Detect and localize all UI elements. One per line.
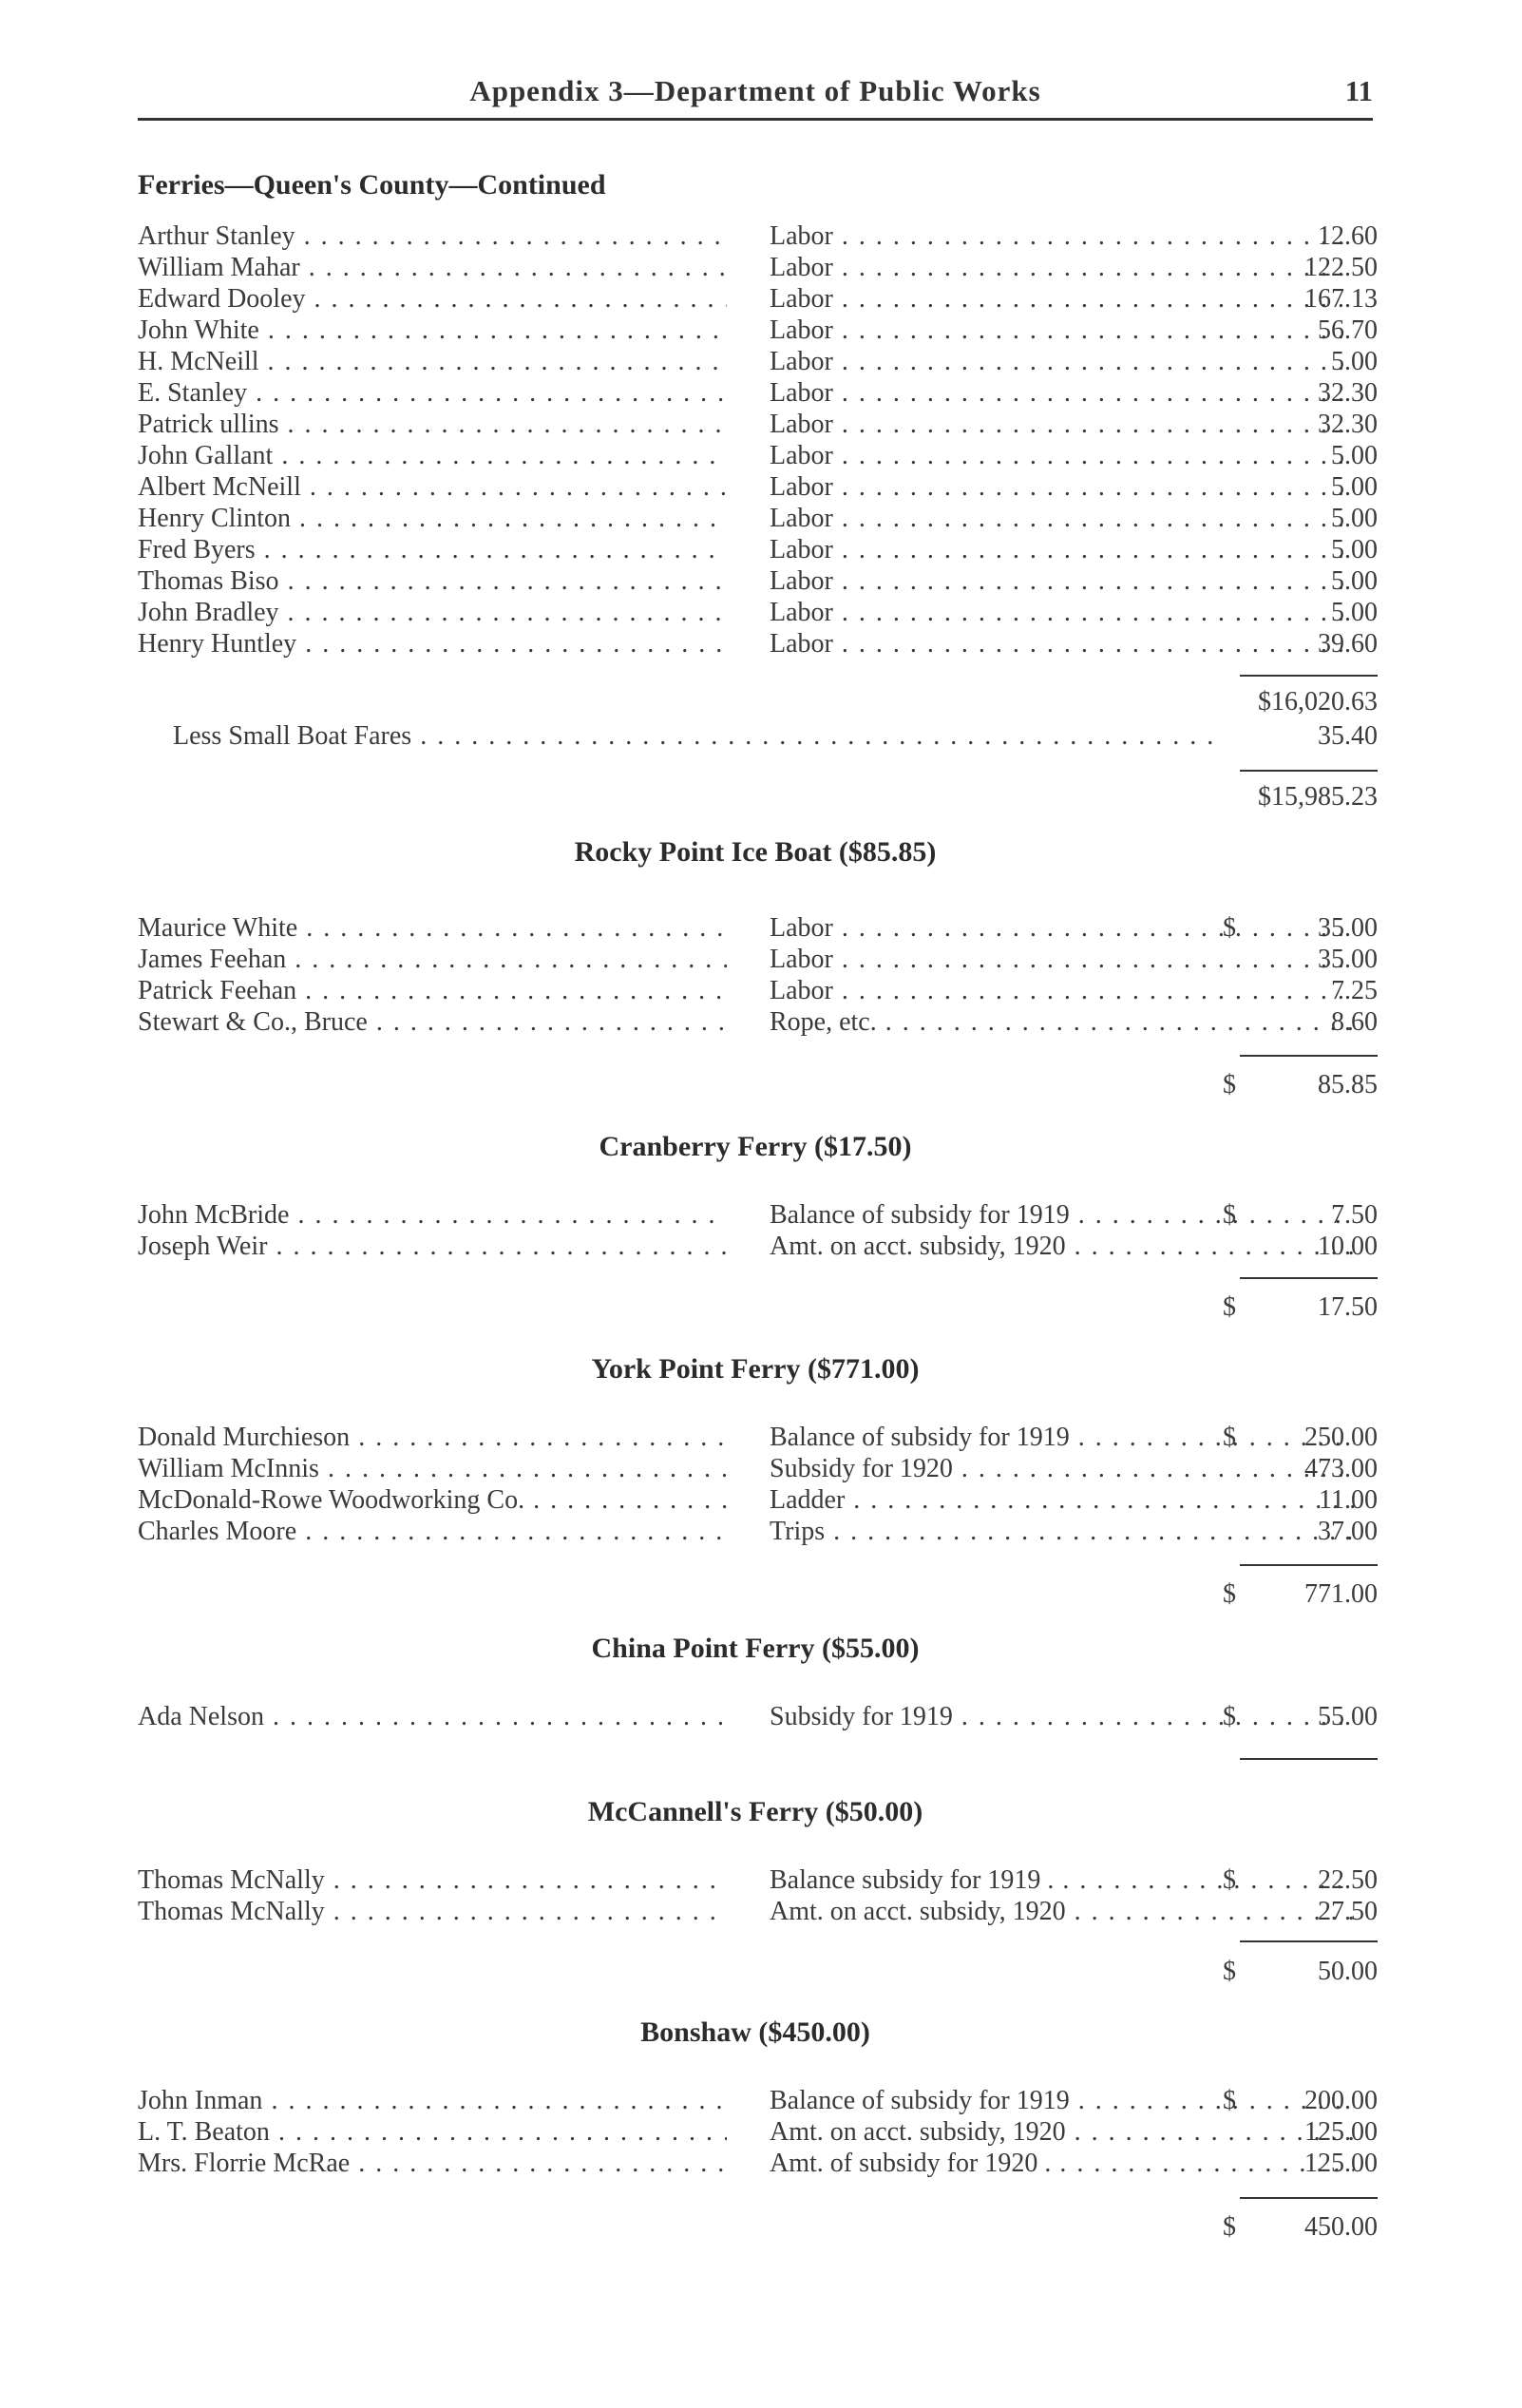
section-total [138,2211,1378,2244]
row-description: Labor . . . [770,534,1354,566]
leader-dots [286,945,727,974]
table-row [138,912,1378,945]
table-row [138,1896,1378,1928]
dollar-sign: $ [1223,1579,1236,1609]
section-title: Bonshaw ($450.00) [640,2016,870,2048]
total-rule [1240,1758,1378,1760]
leader-dots [270,2117,727,2147]
row-amount: 39.60 [1318,629,1378,659]
row-description: Trips . . . [770,1516,1354,1548]
row-name: Thomas Biso . . . [138,565,727,598]
row-name: Albert McNeill . . . [138,471,727,504]
table-row [138,1199,1378,1232]
row-name: Charles Moore . . . [138,1516,727,1548]
leader-dots [350,1423,727,1452]
row-amount: 5.00 [1331,472,1378,502]
dollar-sign: $ [1223,1423,1236,1452]
section-title-continued: Ferries—Queen's County—Continued [138,169,606,201]
row-amount: 11.00 [1319,1485,1378,1515]
row-description: Amt. on acct. subsidy, 1920 . . . [770,2116,1354,2149]
row-name: Edward Dooley . . . [138,283,727,315]
row-name: John Gallant . . . [138,440,727,472]
leader-dots [296,629,727,659]
total-amount: 450.00 [1304,2212,1378,2242]
row-amount: 12.60 [1318,221,1378,251]
leader-dots [296,976,727,1005]
row-name: Henry Huntley . . . [138,628,727,660]
row-description: Labor . . . [770,315,1354,347]
row-name: Mrs. Florrie McRae . . . [138,2148,727,2180]
leader-dots [289,1200,727,1230]
row-description: Ladder . . . [770,1484,1354,1517]
row-amount: 167.13 [1304,284,1378,314]
dollar-sign: $ [1223,1865,1236,1895]
table-row [138,1453,1378,1485]
section-title: York Point Ferry ($771.00) [591,1353,920,1385]
total-amount: 50.00 [1318,1957,1378,1986]
total-rule [1240,1564,1378,1566]
row-description: Balance subsidy for 1919 . . . . [770,1864,1354,1897]
dollar-sign: $ [1223,1292,1236,1322]
row-amount: 125.00 [1304,2117,1378,2147]
less-amount: 35.40 [1318,721,1378,751]
row-name: E. Stanley . . . [138,377,727,410]
row-description: Labor . . . [770,471,1354,504]
table-row [138,1006,1378,1039]
row-name: James Feehan . . . [138,944,727,976]
row-amount: 5.00 [1331,598,1378,627]
row-amount: 27.50 [1318,1897,1378,1926]
page-number: 11 [1344,74,1373,107]
row-amount: 37.00 [1318,1517,1378,1546]
section-total [138,1578,1378,1611]
row-name: Maurice White . . . [138,912,727,945]
row-description: Subsidy for 1920 . . . [770,1453,1354,1485]
header-title: Appendix 3—Department of Public Works [469,74,1041,107]
row-amount: 56.70 [1318,315,1378,345]
row-description: Amt. on acct. subsidy, 1920 . . . [770,1231,1354,1263]
row-amount: 32.30 [1318,410,1378,439]
row-description: Amt. on acct. subsidy, 1920 . . . [770,1896,1354,1928]
row-description: Labor . . . [770,377,1354,410]
row-description: Labor . . . [770,944,1354,976]
table-row [138,377,1378,410]
row-description: Labor . . . [770,409,1354,441]
row-name: Stewart & Co., Bruce . . . [138,1006,727,1039]
table-row [138,471,1378,504]
leader-dots [325,1865,727,1895]
row-amount: 55.00 [1318,1702,1378,1731]
row-description: Rope, etc. . . . [770,1006,1354,1039]
row-name: John Inman . . . [138,2085,727,2117]
total-rule [1240,1055,1378,1057]
row-description: Balance of subsidy for 1919 . . . [770,2085,1354,2117]
table-row [138,944,1378,976]
leader-dots [279,598,727,627]
leader-dots [279,410,727,439]
table-row [138,1231,1378,1263]
leader-dots [279,566,727,596]
page-header [138,74,1373,122]
row-name: Henry Clinton . . . [138,503,727,535]
table-row [138,975,1378,1007]
row-description: Labor . . . [770,565,1354,598]
leader-dots [325,1897,727,1926]
row-name: William McInnis . . . [138,1453,727,1485]
table-row [138,1864,1378,1897]
section-total [138,1069,1378,1101]
row-amount: 10.00 [1318,1232,1378,1261]
leader-dots [524,1485,727,1515]
row-name: L. T. Beaton . . . [138,2116,727,2149]
table-row [138,1516,1378,1548]
leader-dots [262,2086,727,2115]
row-description: Labor . . . [770,220,1354,253]
row-amount: 8.60 [1331,1007,1378,1037]
table-row [138,2085,1378,2117]
row-name: Joseph Weir . . . [138,1231,727,1263]
leader-dots [264,1702,727,1731]
table-row [138,503,1378,535]
table-row [138,628,1378,660]
total-amount: $15,985.23 [1258,782,1378,812]
header-rule [138,118,1373,121]
less-row [138,720,1378,753]
dollar-sign: $ [1223,1070,1236,1099]
leader-dots [296,1517,727,1546]
leader-dots [256,535,727,564]
leader-dots [350,2149,727,2178]
row-description: Amt. of subsidy for 1920 . . . . [770,2148,1354,2180]
row-amount: 5.00 [1331,504,1378,533]
leader-dots [247,378,727,408]
row-amount: 32.30 [1318,378,1378,408]
row-amount: 125.00 [1304,2149,1378,2178]
less-label: Less Small Boat Fares . . . [173,720,1218,753]
table-row [138,252,1378,284]
row-name: H. McNeill . . . [138,346,727,378]
row-amount: 5.00 [1331,441,1378,470]
row-amount: 473.00 [1304,1454,1378,1483]
leader-dots [259,347,727,376]
leader-dots [291,504,727,533]
table-row [138,346,1378,378]
total-row [138,781,1378,813]
row-name: Donald Murchieson . . . [138,1422,727,1454]
row-amount: 22.50 [1318,1865,1378,1895]
row-name: John Bradley . . . [138,597,727,629]
section-title: China Point Ferry ($55.00) [591,1633,920,1664]
leader-dots [267,1232,727,1261]
table-row [138,315,1378,347]
dollar-sign: $ [1223,1702,1236,1731]
row-description: Balance of subsidy for 1919 . . . [770,1199,1354,1232]
total-amount: 771.00 [1304,1579,1378,1609]
row-amount: 122.50 [1304,253,1378,282]
leader-dots [368,1007,727,1037]
row-amount: 200.00 [1304,2086,1378,2115]
row-name: John McBride . . . [138,1199,727,1232]
leader-dots [301,472,727,502]
leader-dots [319,1454,727,1483]
section-total [138,1956,1378,1988]
table-row [138,220,1378,253]
table-row [138,2148,1378,2180]
row-description: Labor . . . [770,597,1354,629]
total-rule [1240,1277,1378,1279]
table-row [138,565,1378,598]
dollar-sign: $ [1223,913,1236,943]
row-description: Labor . . . [770,252,1354,284]
row-name: Ada Nelson . . . [138,1701,727,1733]
table-row [138,1701,1378,1733]
row-name: Fred Byers . . . [138,534,727,566]
row-amount: 35.00 [1318,945,1378,974]
table-row [138,283,1378,315]
table-row [138,1422,1378,1454]
row-amount: 250.00 [1304,1423,1378,1452]
row-name: Patrick Feehan . . . [138,975,727,1007]
row-name: Arthur Stanley . . . [138,220,727,253]
leader-dots [273,441,727,470]
total-amount: 85.85 [1318,1070,1378,1099]
section-title: McCannell's Ferry ($50.00) [587,1796,923,1827]
leader-dots [259,315,727,345]
row-name: Patrick ullins . . . [138,409,727,441]
row-description: Labor . . . [770,346,1354,378]
row-name: William Mahar . . . [138,252,727,284]
row-amount: 5.00 [1331,535,1378,564]
total-rule [1240,1940,1378,1942]
row-description: Labor . . . [770,628,1354,660]
row-description: Labor . . . [770,503,1354,535]
row-amount: 5.00 [1331,347,1378,376]
dollar-sign: $ [1223,1200,1236,1230]
section-title: Cranberry Ferry ($17.50) [599,1131,912,1162]
row-name: McDonald-Rowe Woodworking Co. . . . [138,1484,727,1517]
row-amount: 7.50 [1331,1200,1378,1230]
row-description: Labor . . . [770,975,1354,1007]
section-total [138,1291,1378,1324]
total-amount: 17.50 [1318,1292,1378,1322]
total-rule [1240,770,1378,772]
total-rule [1240,2197,1378,2199]
dollar-sign: $ [1223,1957,1236,1986]
leader-dots [300,253,727,282]
row-description: Labor . . . [770,440,1354,472]
table-row [138,597,1378,629]
row-amount: 35.00 [1318,913,1378,943]
leader-dots [306,284,727,314]
table-row [138,409,1378,441]
row-name: John White . . . [138,315,727,347]
row-amount: 5.00 [1331,566,1378,596]
subtotal-amount: $16,020.63 [1258,687,1378,717]
row-name: Thomas McNally . . . [138,1864,727,1897]
table-row [138,440,1378,472]
row-name: Thomas McNally . . . [138,1896,727,1928]
subtotal-rule [1240,675,1378,677]
row-description: Subsidy for 1919 . . . [770,1701,1354,1733]
row-description: Labor . . . [770,283,1354,315]
section-title: Rocky Point Ice Boat ($85.85) [574,836,937,868]
leader-dots [297,913,727,943]
table-row [138,534,1378,566]
dollar-sign: $ [1223,2212,1236,2242]
subtotal-row [138,686,1378,718]
dollar-sign: $ [1223,2086,1236,2115]
row-description: Balance of subsidy for 1919 . . . [770,1422,1354,1454]
row-amount: 7.25 [1331,976,1378,1005]
table-row [138,2116,1378,2149]
row-description: Labor . . . [770,912,1354,945]
leader-dots [295,221,727,251]
table-row [138,1484,1378,1517]
